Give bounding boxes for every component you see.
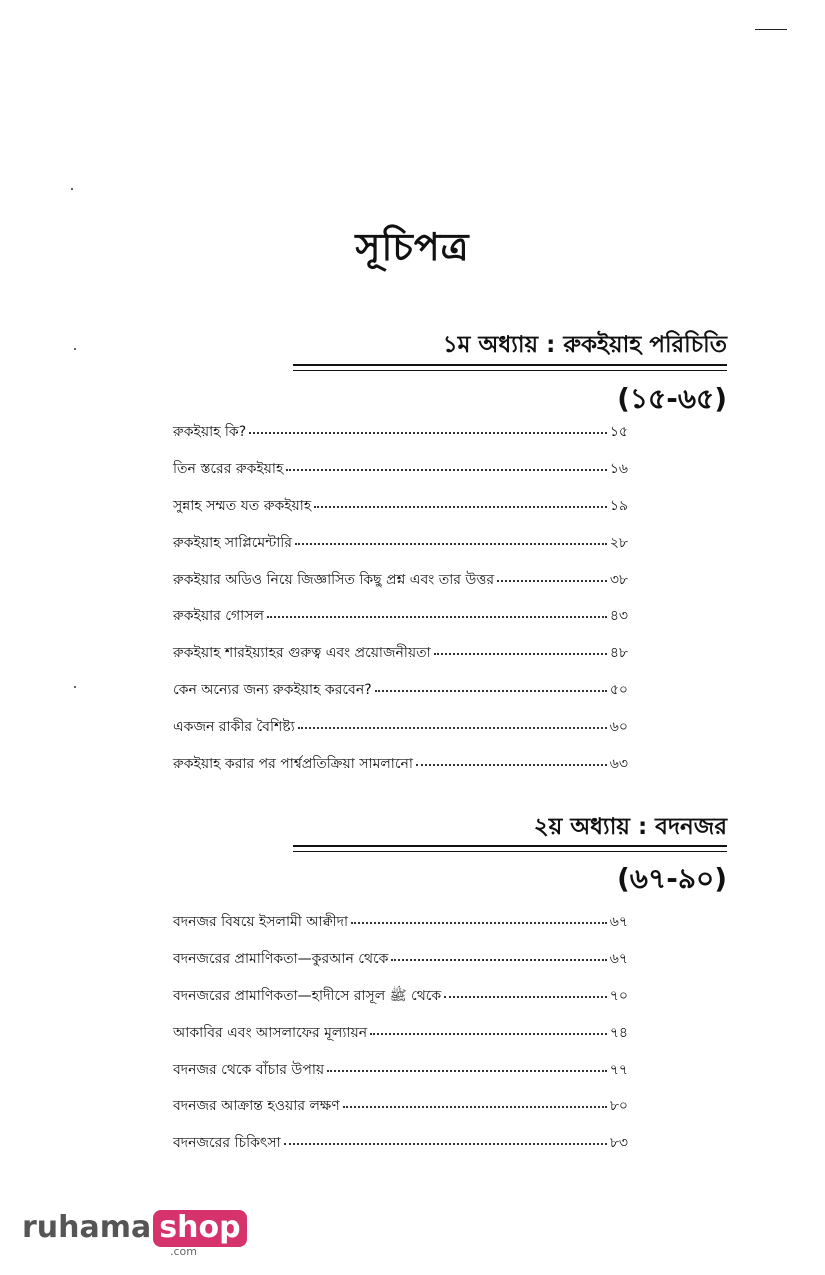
dot-leader <box>286 469 606 471</box>
logo-text-shop: shop <box>153 1210 246 1247</box>
toc-entry <box>173 420 628 457</box>
toc-entry-page: ৬৩ <box>609 756 628 773</box>
chapter-2-entries <box>173 910 628 1168</box>
logo-suffix: .com <box>170 1245 197 1258</box>
toc-entry <box>173 641 628 678</box>
toc-entry-page: ৮০ <box>609 1098 628 1115</box>
toc-entry-page: ৮৩ <box>609 1135 628 1152</box>
toc-entry-page: ৫০ <box>609 682 628 699</box>
toc-entry <box>173 752 628 789</box>
logo-text-ruhama: ruhama <box>22 1210 152 1245</box>
toc-entry-page: ৪৮ <box>609 645 628 662</box>
toc-entry <box>173 1094 628 1131</box>
toc-entry-page: ২৮ <box>609 534 628 551</box>
toc-entry <box>173 910 628 947</box>
dot-leader <box>327 1070 607 1072</box>
toc-entry-page: ৪৩ <box>609 608 628 625</box>
chapter-1-page-range: (১৫-৬৫) <box>617 382 727 415</box>
chapter-2-rule <box>293 845 727 852</box>
ruhamashop-logo <box>22 1210 247 1245</box>
toc-entry-title: রুকইয়ার গোসল <box>173 608 264 625</box>
toc-entry-title: বদনজরের প্রামাণিকতা—হাদীসে রাসূল ﷺ থেকে <box>173 987 442 1004</box>
dot-leader <box>434 653 607 655</box>
dot-leader <box>391 959 606 961</box>
toc-entry-page: ১৫ <box>609 424 628 440</box>
chapter-2-heading: ২য় অধ্যায় : বদনজর <box>533 814 727 840</box>
toc-entry <box>173 494 628 531</box>
dot-leader <box>298 727 607 729</box>
toc-entry-title: রুকইয়াহ করার পর পার্শ্বপ্রতিক্রিয়া সামলানো <box>173 756 413 773</box>
toc-entry <box>173 715 628 752</box>
dot-leader <box>343 1106 607 1108</box>
dot-leader <box>314 506 607 508</box>
dot-leader <box>444 996 607 998</box>
toc-entry-page: ৭৭ <box>609 1061 628 1078</box>
toc-entry-title: বদনজর থেকে বাঁচার উপায় <box>173 1061 325 1078</box>
toc-entry <box>173 568 628 605</box>
toc-entry-title: তিন স্তরের রুকইয়াহ <box>173 460 284 477</box>
scan-speck <box>74 348 76 350</box>
toc-entry-title: সুন্নাহ সম্মত যত রুকইয়াহ <box>173 497 312 514</box>
chapter-2-page-range: (৬৭-৯০) <box>616 862 727 895</box>
toc-entry-page: ১৯ <box>609 497 628 514</box>
toc-entry-title: আকাবির এবং আসলাফের মূল্যায়ন <box>173 1024 368 1041</box>
chapter-1-entries <box>173 420 628 789</box>
toc-entry <box>173 1131 628 1168</box>
dot-leader <box>375 690 607 692</box>
toc-entry <box>173 678 628 715</box>
toc-entry-page: ৬৭ <box>609 950 628 967</box>
toc-entry-title: রুকইয়াহ কি? <box>173 424 247 440</box>
toc-entry <box>173 1058 628 1095</box>
dot-leader <box>497 580 607 582</box>
scan-speck <box>71 188 73 190</box>
toc-entry-title: রুকইয়ার অডিও নিয়ে জিজ্ঞাসিত কিছু প্রশ্ন এবং তার উত্তর <box>173 571 495 588</box>
toc-entry-title: কেন অন্যের জন্য রুকইয়াহ করবেন? <box>173 682 372 699</box>
corner-mark <box>755 29 787 30</box>
toc-entry-title: একজন রাকীর বৈশিষ্ট্য <box>173 719 295 736</box>
toc-entry <box>173 984 628 1021</box>
toc-entry <box>173 1021 628 1058</box>
toc-entry <box>173 531 628 568</box>
toc-entry-title: বদনজরের চিকিৎসা <box>173 1135 281 1152</box>
toc-entry <box>173 947 628 984</box>
toc-entry-page: ৩৮ <box>609 571 628 588</box>
toc-entry-title: বদনজর আক্রান্ত হওয়ার লক্ষণ <box>173 1098 340 1115</box>
toc-entry-title: রুকইয়াহ সাপ্লিমেন্টারি <box>173 534 292 551</box>
toc-entry-title: বদনজরের প্রামাণিকতা—কুরআন থেকে <box>173 950 389 967</box>
toc-entry-page: ৬০ <box>609 719 628 736</box>
dot-leader <box>267 616 607 618</box>
page-title: সূচিপত্র <box>355 225 470 269</box>
dot-leader <box>284 1143 607 1145</box>
toc-entry-page: ৬৭ <box>609 914 628 930</box>
toc-entry <box>173 604 628 641</box>
dot-leader <box>351 922 607 924</box>
toc-entry-title: বদনজর বিষয়ে ইসলামী আক্বীদা <box>173 914 349 930</box>
dot-leader <box>416 764 607 766</box>
chapter-1-rule <box>293 364 727 371</box>
dot-leader <box>370 1033 607 1035</box>
toc-entry-page: ৭০ <box>609 987 628 1004</box>
scan-speck <box>74 686 76 688</box>
dot-leader <box>295 543 607 545</box>
chapter-1-heading: ১ম অধ্যায় : রুকইয়াহ পরিচিতি <box>442 332 727 358</box>
toc-entry-page: ১৬ <box>609 460 628 477</box>
toc-entry <box>173 457 628 494</box>
toc-entry-page: ৭৪ <box>609 1024 628 1041</box>
toc-entry-title: রুকইয়াহ শারইয়্যাহর গুরুত্ব এবং প্রয়োজনীয়তা <box>173 645 431 662</box>
dot-leader <box>249 432 607 434</box>
